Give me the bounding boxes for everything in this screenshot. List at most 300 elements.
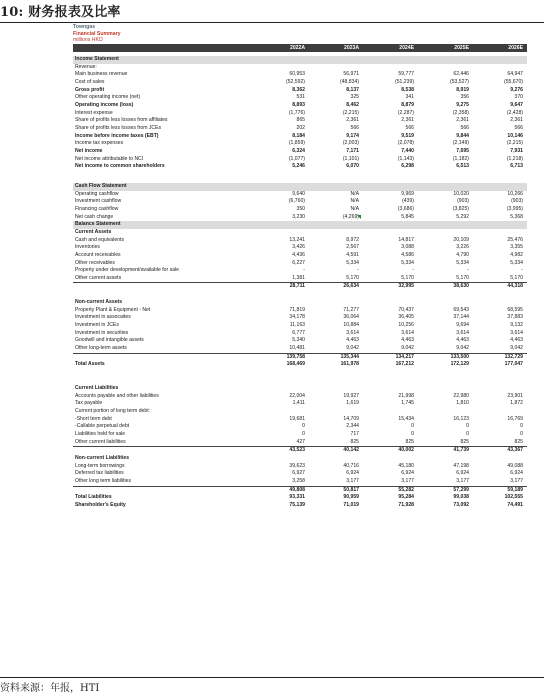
cell-2022A (255, 299, 309, 307)
cell-2023A (309, 183, 363, 191)
spacer-row (73, 369, 527, 377)
year-header-2023A: 2023A (309, 44, 363, 52)
cell-2025E: 7,695 (456, 147, 469, 154)
figure-title: 10: 财务报表及比率 (0, 5, 121, 20)
cell-2026E: 16,769 (507, 415, 523, 422)
cell-2022A: (1,776) (288, 109, 305, 116)
table-row (73, 163, 527, 171)
cell-2025E: 5,292 (456, 213, 469, 220)
cell-2026E: 59,189 (473, 486, 527, 494)
cell-2022A: 168,469 (286, 361, 305, 368)
cell-2023A: N/A (350, 205, 359, 212)
cell-2026E: 566 (514, 125, 523, 132)
cell-2024E: 32,995 (363, 283, 418, 291)
cell-2024E: 6,298 (401, 163, 414, 170)
table-row (73, 337, 527, 345)
cell-2024E (363, 221, 418, 229)
cell-2023A (309, 455, 363, 463)
row-label: Deferred tax liabilities (75, 470, 124, 477)
cell-2025E (418, 299, 473, 307)
cell-2024E: (1,143) (397, 155, 414, 162)
cell-2024E: 3,088 (401, 244, 414, 251)
row-label: Net income (75, 147, 103, 154)
cell-2026E: 7,931 (510, 147, 523, 154)
cell-2024E: 15,434 (398, 415, 414, 422)
spacer-row (73, 377, 527, 385)
table-row (73, 439, 527, 447)
cell-2026E: 5,334 (510, 259, 523, 266)
cell-2026E: 9,647 (510, 102, 523, 109)
cell-2026E (473, 455, 527, 463)
row-label (73, 447, 255, 455)
cell-2025E: 6,513 (456, 163, 469, 170)
cell-2023A (309, 229, 363, 237)
cell-2024E: 0 (411, 423, 414, 430)
row-label: Long-term borrowings (75, 462, 125, 469)
cell-2026E: 9,132 (510, 322, 523, 329)
cell-2023A (309, 385, 363, 393)
cell-2024E: 9,519 (401, 132, 414, 139)
unit-label: millions HKD (73, 37, 103, 44)
row-label: Non-current Assets (75, 299, 123, 306)
cell-2023A (309, 56, 363, 64)
cell-2024E (363, 183, 418, 191)
cell-2022A (255, 183, 309, 191)
cell-2024E: 3,177 (401, 477, 414, 484)
cell-2024E: 3,614 (401, 329, 414, 336)
cell-2022A: 427 (296, 438, 305, 445)
cell-2023A: 1,619 (346, 400, 359, 407)
subtotal-row (73, 486, 527, 494)
row-label: Current Assets (75, 228, 112, 235)
cell-2022A: 60,953 (289, 71, 305, 78)
row-label: Other receivables (75, 259, 115, 266)
row-label: Cash Flow Statement (73, 183, 255, 191)
cell-2026E: 44,318 (473, 283, 527, 291)
cell-2023A (309, 299, 363, 307)
cell-2026E: 3,614 (510, 329, 523, 336)
cell-2024E: 5,845 (401, 213, 414, 220)
cell-2024E (363, 56, 418, 64)
cell-2022A: 3,426 (292, 244, 305, 251)
cell-2024E: 167,212 (395, 361, 414, 368)
cell-2025E: 4,463 (456, 337, 469, 344)
row-label: Other current liabilities (75, 438, 126, 445)
cell-2024E (363, 385, 418, 393)
cell-2025E: 2,361 (456, 117, 469, 124)
cell-2024E: 4,586 (401, 251, 414, 258)
cell-2025E: 9,275 (456, 102, 469, 109)
cell-2023A: 56,971 (343, 71, 359, 78)
sheet-title: Financial Summary (73, 30, 121, 37)
table-row (73, 229, 527, 237)
cell-2024E: 4,463 (401, 337, 414, 344)
cell-2023A: 5,334 (346, 259, 359, 266)
cell-2025E (418, 221, 473, 229)
cell-2024E: 2,361 (401, 117, 414, 124)
cell-2026E: (2,428) (506, 109, 523, 116)
cell-2024E: 70,437 (398, 306, 414, 313)
cell-2026E: 825 (514, 438, 523, 445)
cell-2026E (473, 299, 527, 307)
table-row (73, 423, 527, 431)
cell-2024E: 5,334 (401, 259, 414, 266)
cell-2024E: 8,879 (401, 102, 414, 109)
cell-2024E: 9,969 (401, 190, 414, 197)
cell-2023A: 6,924 (346, 470, 359, 477)
cell-2026E: 6,924 (510, 470, 523, 477)
row-label: Investment in JCEs (75, 322, 119, 329)
cell-2024E: (2,287) (397, 109, 414, 116)
cell-2022A: 531 (296, 94, 305, 101)
row-label: Current portion of long term debt: (75, 408, 151, 415)
cell-2024E (363, 455, 418, 463)
cell-2023A: 8,137 (346, 86, 359, 93)
table-row (73, 244, 527, 252)
row-label: Inventories (75, 244, 100, 251)
cell-2023A: 4,591 (346, 251, 359, 258)
cell-2022A: 71,819 (289, 306, 305, 313)
cell-2024E: 40,002 (363, 447, 418, 455)
cell-2025E: (53,527) (450, 79, 469, 86)
table-row (73, 345, 527, 353)
cell-2024E: (2,078) (397, 140, 414, 147)
cell-2026E: 9,276 (510, 86, 523, 93)
cell-2023A: 825 (350, 438, 359, 445)
table-row (73, 330, 527, 338)
table-row (73, 494, 527, 502)
cell-2025E: 73,092 (453, 501, 469, 508)
cell-2022A: 8,362 (292, 86, 305, 93)
cell-2022A: 1,381 (292, 274, 305, 281)
comment-flag-icon (357, 215, 361, 219)
spacer-row (73, 291, 527, 299)
cell-2025E: (1,182) (452, 155, 469, 162)
cell-2026E: 10,266 (507, 190, 523, 197)
table-row (73, 416, 527, 424)
cell-2026E: 6,713 (510, 163, 523, 170)
cell-2025E: 5,170 (456, 274, 469, 281)
cell-2024E: (3,686) (397, 205, 414, 212)
cell-2025E (418, 64, 473, 72)
cell-2022A (255, 229, 309, 237)
cell-2023A: 36,064 (343, 314, 359, 321)
row-label: Property Plant & Equipment - Net (75, 306, 151, 313)
cell-2025E: 8,919 (456, 86, 469, 93)
cell-2026E: 0 (520, 423, 523, 430)
table-row (73, 455, 527, 463)
table-row (73, 117, 527, 125)
cell-2025E: (2,149) (452, 140, 469, 147)
cell-2025E (418, 408, 473, 416)
cell-2022A: 75,139 (289, 501, 305, 508)
cell-2026E (473, 221, 527, 229)
table-row (73, 299, 527, 307)
cell-2023A: 5,170 (346, 274, 359, 281)
row-label: Share of profits less losses from JCEs (75, 125, 162, 132)
cell-2026E: 1,872 (510, 400, 523, 407)
cell-2025E: 9,042 (456, 345, 469, 352)
cell-2023A: 9,174 (346, 132, 359, 139)
row-label: Income tax expenses (75, 140, 124, 147)
cell-2022A: 6,324 (292, 147, 305, 154)
cell-2024E: (439) (402, 198, 414, 205)
table-row (73, 191, 527, 199)
cell-2022A: 10,481 (289, 345, 305, 352)
cell-2023A: 135,344 (309, 353, 363, 361)
cell-2026E: (2,215) (506, 140, 523, 147)
cell-2022A: 4,436 (292, 251, 305, 258)
table-row (73, 237, 527, 245)
cell-2024E (363, 299, 418, 307)
cell-2022A: 22,004 (289, 392, 305, 399)
cell-2023A: 19,927 (343, 392, 359, 399)
cell-2026E: 3,355 (510, 244, 523, 251)
table-row (73, 133, 527, 141)
cell-2024E: 825 (405, 438, 414, 445)
cell-2026E: 3,177 (510, 477, 523, 484)
cell-2022A (255, 56, 309, 64)
cell-2022A: (52,592) (286, 79, 305, 86)
row-label: Cash and equivalents (75, 236, 124, 243)
table-row (73, 110, 527, 118)
cell-2023A: - (357, 267, 359, 274)
cell-2022A: (1,859) (288, 140, 305, 147)
spacer-cell (73, 171, 527, 179)
cell-2023A: 8,972 (346, 236, 359, 243)
table-row (73, 214, 527, 222)
cell-2023A: 40,142 (309, 447, 363, 455)
table-row (73, 400, 527, 408)
table-row (73, 148, 527, 156)
cell-2023A: 90,959 (343, 494, 359, 501)
cell-2025E: (903) (457, 198, 469, 205)
cell-2026E: 2,361 (510, 117, 523, 124)
cell-2024E: 14,817 (398, 236, 414, 243)
cell-2026E: 74,491 (507, 501, 523, 508)
cell-2024E: 134,217 (363, 353, 418, 361)
cell-2022A: 8,893 (292, 102, 305, 109)
row-label: Main business revenue (75, 71, 128, 78)
cell-2026E: 5,368 (510, 213, 523, 220)
cell-2022A: 49,808 (255, 486, 309, 494)
cell-2023A: 50,817 (309, 486, 363, 494)
cell-2026E: 4,463 (510, 337, 523, 344)
cell-2026E: 0 (520, 430, 523, 437)
subtotal-row (73, 447, 527, 455)
section-header-row (73, 183, 527, 191)
subtotal-row (73, 283, 527, 291)
table-row (73, 463, 527, 471)
cell-2022A: 0 (302, 430, 305, 437)
row-label: Total Assets (75, 361, 105, 368)
cell-2024E: 71,928 (398, 501, 414, 508)
cell-2026E: 37,883 (507, 314, 523, 321)
row-label: Share of profits less losses from affiliates (75, 117, 168, 124)
cell-2024E: 341 (405, 94, 414, 101)
table-row (73, 140, 527, 148)
section-header-row (73, 56, 527, 64)
table-row (73, 314, 527, 322)
cell-2023A (309, 64, 363, 72)
row-label (73, 283, 255, 291)
cell-2025E (418, 385, 473, 393)
year-header-2024E: 2024E (363, 44, 418, 52)
cell-2025E: 0 (466, 423, 469, 430)
table-row (73, 156, 527, 164)
spacer-row (73, 171, 527, 179)
cell-2022A: 93,331 (289, 494, 305, 501)
cell-2025E: 99,038 (453, 494, 469, 501)
row-label: Non-current Liabilities (75, 454, 130, 461)
cell-2024E: - (412, 267, 414, 274)
cell-2022A: 39,623 (289, 462, 305, 469)
row-label: Operating income (loss) (75, 102, 134, 109)
cell-2025E: 6,924 (456, 470, 469, 477)
cell-2024E: 21,998 (398, 392, 414, 399)
cell-2026E (473, 64, 527, 72)
table-row (73, 502, 527, 510)
cell-2023A: 40,716 (343, 462, 359, 469)
row-label: Cost of sales (75, 79, 105, 86)
cell-2025E: (2,358) (452, 109, 469, 116)
table-row (73, 307, 527, 315)
cell-2026E (473, 408, 527, 416)
cell-2025E: 16,123 (453, 415, 469, 422)
cell-2026E (473, 229, 527, 237)
table-row (73, 252, 527, 260)
cell-2024E: (51,239) (395, 79, 414, 86)
cell-2022A: 43,523 (255, 447, 309, 455)
cell-2026E: 370 (514, 94, 523, 101)
cell-2022A: 5,340 (292, 337, 305, 344)
cell-2022A: 5,246 (292, 163, 305, 170)
cell-2022A: 3,230 (292, 213, 305, 220)
cell-2022A: 350 (296, 205, 305, 212)
cell-2026E: 64,947 (507, 71, 523, 78)
cell-2022A: (1,077) (288, 155, 305, 162)
row-label: Operating cashflow (75, 190, 119, 197)
cell-2022A (255, 455, 309, 463)
row-label: Property under development/available for sale (75, 267, 179, 274)
cell-2026E: (1,218) (506, 155, 523, 162)
cell-2025E (418, 183, 473, 191)
cell-2025E: 69,543 (453, 306, 469, 313)
cell-2026E: - (521, 267, 523, 274)
cell-2023A: (1,101) (342, 155, 359, 162)
source-note: 资料来源：年报，HTI (0, 683, 100, 694)
cell-2025E: 20,109 (453, 236, 469, 243)
row-label: Current Liabilities (75, 385, 119, 392)
cell-2025E: 47,198 (453, 462, 469, 469)
cell-2023A: 3,177 (346, 477, 359, 484)
cell-2022A: 34,178 (289, 314, 305, 321)
cell-2024E: 0 (411, 430, 414, 437)
row-label (73, 353, 255, 361)
cell-2025E: 9,844 (456, 132, 469, 139)
cell-2023A: 717 (350, 430, 359, 437)
cell-2024E: 95,284 (398, 494, 414, 501)
cell-2023A: 71,277 (343, 306, 359, 313)
row-label: Account receivables (75, 251, 121, 258)
table-row (73, 260, 527, 268)
cell-2023A: N/A (350, 198, 359, 205)
year-header-blank (73, 44, 255, 52)
cell-2026E: 102,555 (504, 494, 523, 501)
cell-2022A: 6,227 (292, 259, 305, 266)
cell-2024E: 59,777 (398, 71, 414, 78)
row-label: Tax payable (75, 400, 103, 407)
cell-2024E: 45,180 (398, 462, 414, 469)
cell-2024E: 8,538 (401, 86, 414, 93)
table-row (73, 385, 527, 393)
table-row (73, 322, 527, 330)
financial-table (73, 44, 527, 509)
row-label: Net income to common shareholders (75, 163, 165, 170)
cell-2026E: (903) (511, 198, 523, 205)
year-header-row (73, 44, 527, 52)
row-label: Income Statement (73, 56, 255, 64)
cell-2022A: 6,927 (292, 470, 305, 477)
cell-2023A: 10,884 (343, 322, 359, 329)
cell-2025E: 62,446 (453, 71, 469, 78)
cell-2023A: 4,463 (346, 337, 359, 344)
table-row (73, 361, 527, 369)
cell-2022A: 6,777 (292, 329, 305, 336)
table-row (73, 71, 527, 79)
cell-2022A (255, 64, 309, 72)
cell-2022A: 865 (296, 117, 305, 124)
cell-2025E: 0 (466, 430, 469, 437)
cell-2023A: 14,709 (343, 415, 359, 422)
spacer-cell (73, 369, 527, 377)
cell-2025E: 5,334 (456, 259, 469, 266)
table-row (73, 393, 527, 401)
cell-2026E (473, 385, 527, 393)
cell-2024E: 7,440 (401, 147, 414, 154)
row-label: Other operating income (net) (75, 94, 141, 101)
spacer-cell (73, 377, 527, 385)
row-label: Balance Statement (73, 221, 255, 229)
cell-2022A: 19,681 (289, 415, 305, 422)
row-label: Investment in assocaites (75, 314, 131, 321)
figure-header (0, 0, 544, 23)
cell-2023A: 2,361 (346, 117, 359, 124)
cell-2025E: 3,614 (456, 329, 469, 336)
cell-2025E: 41,739 (418, 447, 473, 455)
cell-2023A: 6,070 (346, 163, 359, 170)
row-label: Other long term liabilities (75, 477, 132, 484)
cell-2022A: 28,711 (255, 283, 309, 291)
cell-2025E: 57,299 (418, 486, 473, 494)
cell-2025E: 356 (460, 94, 469, 101)
cell-2025E: 9,694 (456, 322, 469, 329)
cell-2025E: 172,129 (450, 361, 469, 368)
table-row (73, 470, 527, 478)
row-label: Shareholder's Equity (75, 501, 126, 508)
cell-2024E: 566 (405, 125, 414, 132)
cell-2026E: 10,146 (507, 132, 523, 139)
cell-2026E: (3,995) (506, 205, 523, 212)
cell-2025E (418, 455, 473, 463)
cell-2023A: 2,344 (346, 423, 359, 430)
cell-2024E: 10,256 (398, 322, 414, 329)
table-row (73, 478, 527, 486)
row-label: Revenue: (75, 63, 97, 70)
year-header-2026E: 2026E (473, 44, 527, 52)
year-header-2025E: 2025E (418, 44, 473, 52)
cell-2022A: 13,241 (289, 236, 305, 243)
